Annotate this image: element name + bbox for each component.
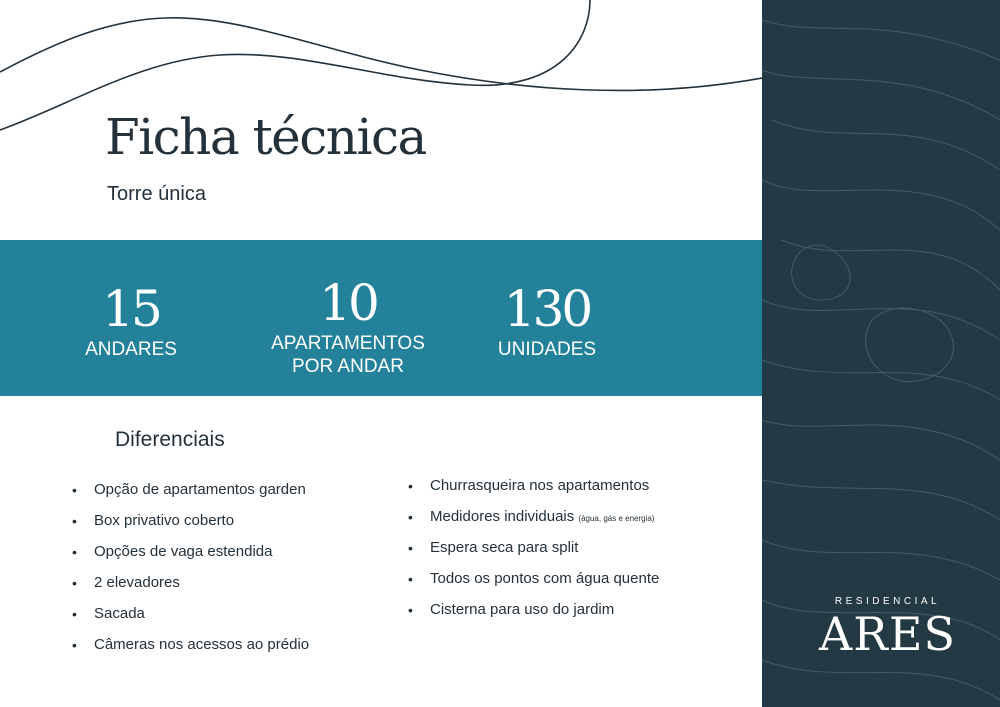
feature-list-right — [408, 476, 748, 631]
stat-apartamentos — [258, 274, 438, 378]
stat-unidades — [480, 280, 614, 361]
bullet: • — [72, 606, 77, 622]
section-title-diferenciais: Diferenciais — [115, 428, 225, 451]
feature-text: Box privativo coberto — [94, 512, 235, 529]
list-item — [72, 635, 392, 666]
list-item — [408, 569, 748, 600]
brand-tagline: RESIDENCIAL — [834, 596, 941, 607]
stat-number: 130 — [503, 280, 591, 338]
brand-logo — [810, 596, 965, 661]
list-item — [408, 600, 748, 631]
list-item — [408, 538, 748, 569]
bullet: • — [72, 544, 77, 560]
feature-text: Churrasqueira nos apartamentos — [430, 477, 650, 494]
page-title: Ficha técnica — [105, 108, 426, 166]
feature-text: 2 elevadores — [94, 574, 180, 591]
list-item — [72, 573, 392, 604]
bullet: • — [72, 637, 77, 653]
list-item — [408, 476, 748, 507]
bullet: • — [72, 575, 77, 591]
feature-text: Câmeras nos acessos ao prédio — [94, 636, 310, 653]
bullet: • — [408, 602, 413, 618]
stat-number: 15 — [102, 280, 160, 338]
feature-text: Opção de apartamentos garden — [94, 481, 306, 498]
bullet: • — [72, 482, 77, 498]
list-item — [408, 507, 748, 538]
stat-andares — [66, 280, 196, 361]
feature-text: Cisterna para uso do jardim — [430, 601, 615, 618]
list-item — [72, 604, 392, 635]
feature-text: Medidores individuais — [430, 508, 575, 525]
stat-number: 10 — [319, 274, 377, 332]
bullet: • — [72, 513, 77, 529]
feature-text: Opções de vaga estendida — [94, 543, 273, 560]
page-subtitle: Torre única — [107, 183, 206, 205]
stat-label: APARTAMENTOS POR ANDAR — [271, 333, 425, 377]
list-item — [72, 542, 392, 573]
bullet: • — [408, 540, 413, 556]
brand-name: ARES — [819, 607, 956, 661]
bullet: • — [408, 571, 413, 587]
bullet: • — [408, 509, 413, 525]
bullet: • — [408, 478, 413, 494]
list-item — [72, 511, 392, 542]
feature-list-left — [72, 480, 392, 666]
feature-text: Espera seca para split — [430, 539, 579, 556]
feature-text: Sacada — [94, 605, 145, 622]
stat-label: ANDARES — [85, 339, 177, 360]
feature-note: (água, gás e energia) — [578, 514, 655, 523]
stat-label: UNIDADES — [497, 339, 597, 360]
feature-text: Todos os pontos com água quente — [430, 570, 660, 587]
list-item — [72, 480, 392, 511]
